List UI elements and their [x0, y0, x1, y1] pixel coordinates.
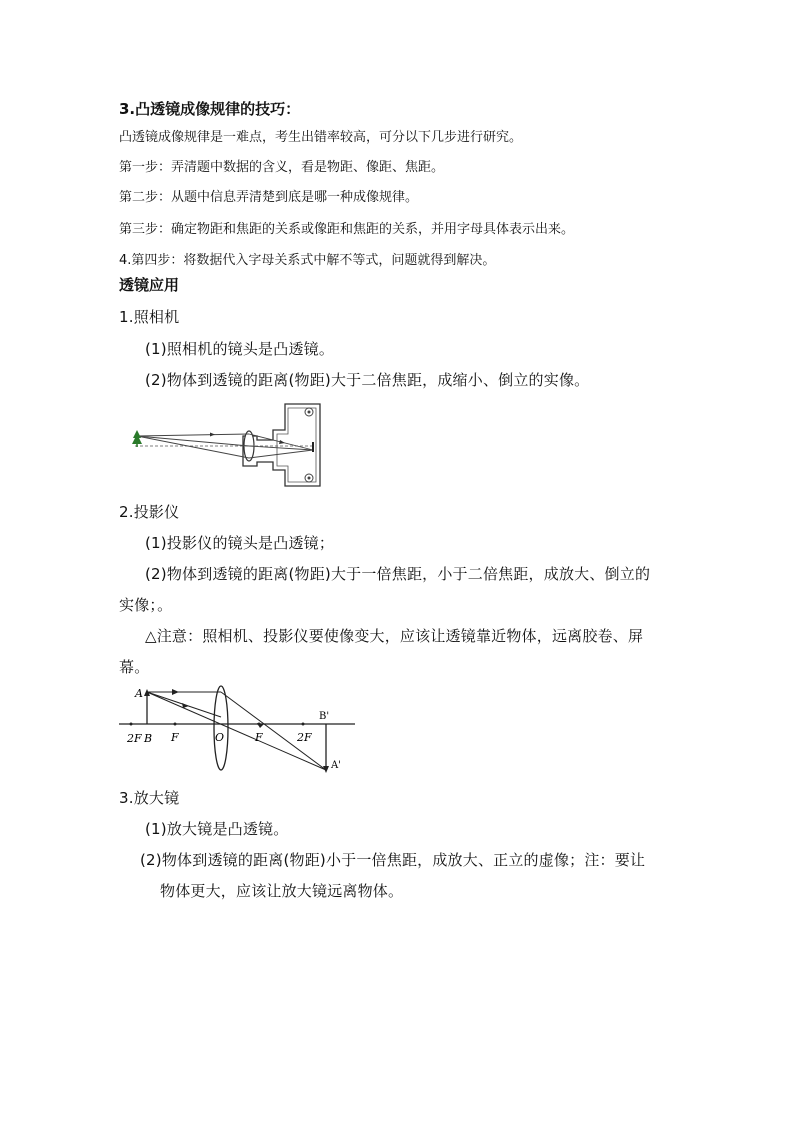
label-F-right: F — [255, 731, 263, 744]
projector-point-1: (1)投影仪的镜头是凸透镜； — [145, 534, 335, 552]
label-B-prime: B' — [319, 711, 330, 722]
tips-step-4: 4.第四步：将数据代入字母关系式中解不等式，问题就得到解决。 — [119, 253, 496, 268]
magnifier-point-1: (1)放大镜是凸透镜。 — [145, 820, 289, 838]
label-O: O — [215, 731, 225, 744]
tips-step-1: 第一步：弄清题中数据的含义，看是物距、像距、焦距。 — [119, 160, 445, 175]
projector-ray-diagram — [119, 684, 359, 774]
label-B: B — [144, 732, 153, 745]
camera-diagram — [125, 400, 325, 490]
projector-title: 2.投影仪 — [119, 503, 180, 521]
magnifier-title: 3.放大镜 — [119, 789, 180, 807]
camera-point-2: (2)物体到透镜的距离(物距)大于二倍焦距，成缩小、倒立的实像。 — [145, 371, 590, 389]
camera-point-1: (1)照相机的镜头是凸透镜。 — [145, 340, 335, 358]
projector-note-b: 幕。 — [119, 658, 150, 676]
tips-step-3: 第三步：确定物距和焦距的关系或像距和焦距的关系，并用字母具体表示出来。 — [119, 222, 575, 237]
magnifier-point-2b: 物体更大，应该让放大镜远离物体。 — [160, 882, 404, 900]
projector-note-a: △注意：照相机、投影仪要使像变大，应该让透镜靠近物体，远离胶卷、屏 — [145, 627, 644, 645]
label-2F-right: 2F — [297, 731, 312, 744]
projector-point-2b: 实像；。 — [119, 596, 173, 614]
tips-step-2: 第二步：从题中信息弄清楚到底是哪一种成像规律。 — [119, 190, 419, 205]
label-2F-left: 2F — [127, 732, 142, 745]
magnifier-point-2a: (2)物体到透镜的距离(物距)小于一倍焦距，成放大、正立的虚像；注：要让 — [140, 851, 646, 869]
label-F-left: F — [171, 731, 179, 744]
label-A-prime: A' — [331, 760, 341, 771]
projector-point-2a: (2)物体到透镜的距离(物距)大于一倍焦距，小于二倍焦距，成放大、倒立的 — [145, 565, 651, 583]
camera-title: 1.照相机 — [119, 308, 180, 326]
tips-title: 3.凸透镜成像规律的技巧： — [119, 100, 301, 118]
label-A: A — [135, 687, 143, 700]
applications-heading: 透镜应用 — [119, 276, 180, 294]
tips-intro: 凸透镜成像规律是一难点，考生出错率较高，可分以下几步进行研究。 — [119, 130, 523, 145]
